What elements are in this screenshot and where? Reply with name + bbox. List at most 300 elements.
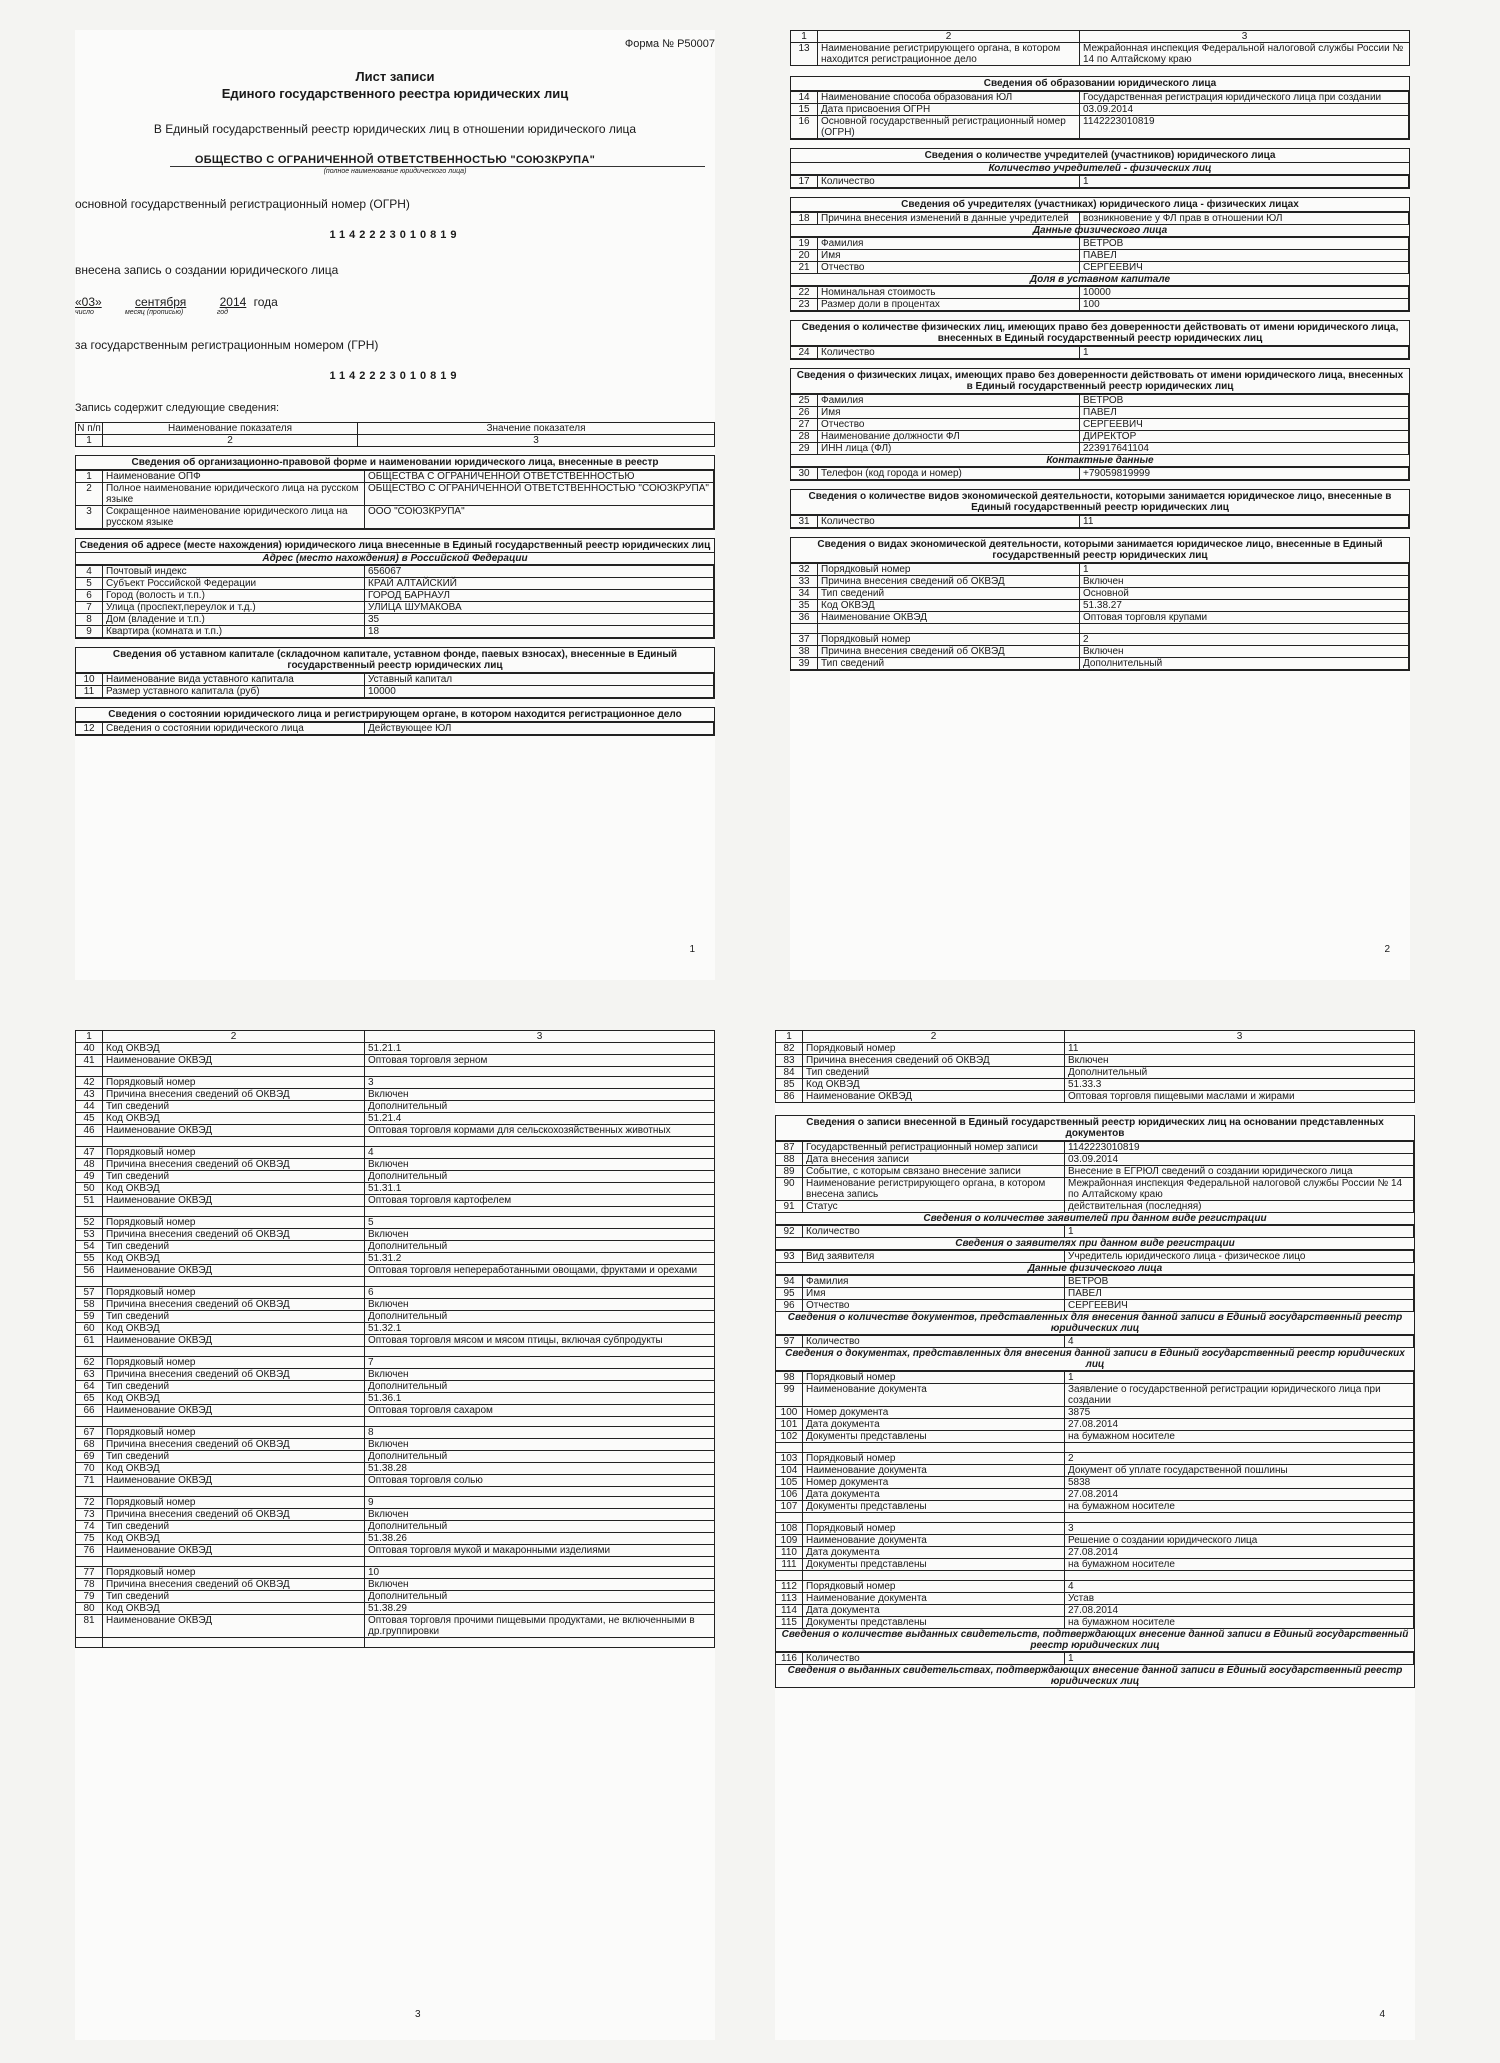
row-number: 70 <box>76 1463 103 1475</box>
row-label: Наименование ОКВЭД <box>103 1615 365 1638</box>
row-label: Номинальная стоимость <box>818 287 1080 299</box>
row-label: Сведения о состоянии юридического лица <box>103 723 365 735</box>
row-label <box>103 1417 365 1427</box>
table-row <box>76 1195 715 1207</box>
table-row <box>76 1077 715 1089</box>
row-number: 102 <box>776 1431 803 1443</box>
page2-sections <box>790 76 1410 671</box>
row-label: Телефон (код города и номер) <box>818 468 1080 480</box>
page-number: 1 <box>689 944 695 955</box>
grn-label: за государственным регистрационным номером (ГРН) <box>75 338 379 352</box>
row-number: 43 <box>76 1089 103 1101</box>
record-rows <box>776 1142 1414 1213</box>
table-row <box>776 1489 1414 1501</box>
section-subtitle: Данные физического лица <box>791 225 1409 237</box>
table-row <box>776 1226 1414 1238</box>
row-label: Дом (владение и т.п.) <box>103 614 365 626</box>
table-row <box>776 1336 1414 1348</box>
row-value <box>365 1277 715 1287</box>
table-row <box>76 1125 715 1137</box>
row-label: Код ОКВЭД <box>803 1079 1065 1091</box>
table-row <box>791 262 1409 274</box>
row-label: Порядковый номер <box>103 1427 365 1439</box>
certs-title: Сведения о выданных свидетельствах, подтверждающих внесение данной записи в Единый государственный реестр юридических лиц <box>787 1665 1403 1687</box>
row-number: 95 <box>776 1288 803 1300</box>
table-row <box>776 1142 1414 1154</box>
col-index-2: 2 <box>803 1031 1065 1043</box>
table-row <box>76 1323 715 1335</box>
table-row <box>776 1166 1414 1178</box>
row-label: Фамилия <box>818 238 1080 250</box>
table-row <box>76 506 714 529</box>
row-number: 110 <box>776 1547 803 1559</box>
table-row <box>776 1178 1414 1201</box>
row-value: 10 <box>365 1567 715 1579</box>
row-label: Наименование регистрирующего органа, в котором внесена запись <box>803 1178 1065 1201</box>
row-value: 51.38.28 <box>365 1463 715 1475</box>
row-number: 45 <box>76 1113 103 1125</box>
table-row <box>776 1372 1414 1384</box>
table-row <box>776 1513 1414 1523</box>
col-index-3: 3 <box>1065 1031 1415 1043</box>
row-value: Заявление о государственной регистрации юридического лица при создании <box>1065 1384 1414 1407</box>
row-value: 2 <box>1080 634 1409 646</box>
col-index-2: 2 <box>103 435 358 447</box>
row-label: Отчество <box>818 262 1080 274</box>
row-label: Наименование ОКВЭД <box>103 1125 365 1137</box>
row-number <box>791 624 818 634</box>
row-number <box>76 1557 103 1567</box>
row-number: 103 <box>776 1453 803 1465</box>
row-number: 84 <box>776 1067 803 1079</box>
row-number: 21 <box>791 262 818 274</box>
row-value: 5838 <box>1065 1477 1414 1489</box>
table-row <box>76 578 714 590</box>
row-value: 51.36.1 <box>365 1393 715 1405</box>
row-label: Тип сведений <box>103 1171 365 1183</box>
row-value: 11 <box>1080 516 1409 528</box>
table-row <box>76 1335 715 1347</box>
row-label: Имя <box>803 1288 1065 1300</box>
row-number: 82 <box>776 1043 803 1055</box>
table-row <box>776 1523 1414 1535</box>
row-number: 55 <box>76 1253 103 1265</box>
row-label: Порядковый номер <box>803 1453 1065 1465</box>
row-value <box>365 1137 715 1147</box>
row-label: ИНН лица (ФЛ) <box>818 443 1080 455</box>
row-number <box>76 1638 103 1648</box>
row-number <box>76 1207 103 1217</box>
table-row <box>76 626 714 638</box>
row-number: 17 <box>791 176 818 188</box>
row-number: 109 <box>776 1535 803 1547</box>
row-label: Наименование вида уставного капитала <box>103 674 365 686</box>
row-value: Дополнительный <box>365 1241 715 1253</box>
row-value: Документ об уплате государственной пошлины <box>1065 1465 1414 1477</box>
row-label: Сокращенное наименование юридического лица на русском языке <box>103 506 365 529</box>
row-value: ВЕТРОВ <box>1080 395 1409 407</box>
table-row <box>776 1477 1414 1489</box>
table-row <box>776 1453 1414 1465</box>
table-row <box>76 1591 715 1603</box>
row-number: 68 <box>76 1439 103 1451</box>
row-label: Количество <box>803 1336 1065 1348</box>
table-row <box>776 1571 1414 1581</box>
table-row <box>76 1509 715 1521</box>
docs-count-table <box>776 1335 1414 1348</box>
row-value: возникновение у ФЛ прав в отношении ЮЛ <box>1080 213 1409 225</box>
row-label: Порядковый номер <box>103 1077 365 1089</box>
table-row <box>776 1384 1414 1407</box>
row-number: 67 <box>76 1427 103 1439</box>
row-value: Оптовая торговля пищевыми маслами и жирами <box>1065 1091 1415 1103</box>
row-value: СЕРГЕЕВИЧ <box>1065 1300 1414 1312</box>
row-label: Причина внесения сведений об ОКВЭД <box>818 576 1080 588</box>
row-value: 51.31.2 <box>365 1253 715 1265</box>
row-number: 15 <box>791 104 818 116</box>
table-row <box>76 1299 715 1311</box>
row-number: 24 <box>791 347 818 359</box>
org-name-underline <box>170 166 705 167</box>
row-number <box>76 1347 103 1357</box>
row-label: Порядковый номер <box>803 1372 1065 1384</box>
page3-rows <box>76 1043 715 1648</box>
row-value <box>1065 1571 1414 1581</box>
row-label: Наименование ОКВЭД <box>103 1545 365 1557</box>
page-number: 2 <box>1384 944 1390 955</box>
row-value: СЕРГЕЕВИЧ <box>1080 262 1409 274</box>
certs-count-rows <box>776 1653 1414 1665</box>
row-label: Фамилия <box>803 1276 1065 1288</box>
table-row <box>791 287 1409 299</box>
row-value: 1 <box>1065 1226 1414 1238</box>
row-value: 18 <box>365 626 714 638</box>
caption-month: месяц (прописью) <box>124 309 184 316</box>
table-row <box>76 1567 715 1579</box>
row-value: Дополнительный <box>365 1381 715 1393</box>
table-row <box>776 1593 1414 1605</box>
row-label: Субъект Российской Федерации <box>103 578 365 590</box>
row-value: +79059819999 <box>1080 468 1409 480</box>
col-name-header: Наименование показателя <box>103 423 358 435</box>
row-label: Причина внесения сведений об ОКВЭД <box>103 1509 365 1521</box>
row-number: 53 <box>76 1229 103 1241</box>
row-number: 50 <box>76 1183 103 1195</box>
row-value: Устав <box>1065 1593 1414 1605</box>
row-label: Причина внесения сведений об ОКВЭД <box>103 1579 365 1591</box>
section-subtitle: Количество учредителей - физических лиц <box>791 163 1409 175</box>
row-value: ГОРОД БАРНАУЛ <box>365 590 714 602</box>
table-row <box>791 646 1409 658</box>
date-month: сентября <box>135 295 187 309</box>
section-title: Сведения о состоянии юридического лица и регистрирующем органе, в котором находится регистрационное дело <box>76 708 714 722</box>
row-number: 92 <box>776 1226 803 1238</box>
row-label: Порядковый номер <box>103 1357 365 1369</box>
row-label <box>103 1638 365 1648</box>
sheet-page-3 <box>75 1030 715 2040</box>
row-value: 656067 <box>365 566 714 578</box>
row-number: 4 <box>76 566 103 578</box>
table-row <box>76 1557 715 1567</box>
table-row <box>791 347 1409 359</box>
row-number: 60 <box>76 1323 103 1335</box>
section-subtitle: Адрес (место нахождения) в Российской Федерации <box>76 553 714 565</box>
table-row <box>776 1559 1414 1571</box>
row-value: 51.38.27 <box>1080 600 1409 612</box>
table-row <box>776 1605 1414 1617</box>
row-label: Фамилия <box>818 395 1080 407</box>
row-value: 1 <box>1080 564 1409 576</box>
row-label: Отчество <box>803 1300 1065 1312</box>
row-label: Событие, с которым связано внесение записи <box>803 1166 1065 1178</box>
row-label: Наименование документа <box>803 1465 1065 1477</box>
row-number: 71 <box>76 1475 103 1487</box>
row-number: 112 <box>776 1581 803 1593</box>
row-label: Дата документа <box>803 1489 1065 1501</box>
table-row <box>791 468 1409 480</box>
section-title: Сведения о количестве физических лиц, имеющих право без доверенности действовать от имени юридического лица, внесенных в Единый государственный реестр юридических лиц <box>791 321 1409 346</box>
row-number: 105 <box>776 1477 803 1489</box>
row-value: ООО "СОЮЗКРУПА" <box>365 506 714 529</box>
table-row <box>791 612 1409 624</box>
table-row <box>76 1171 715 1183</box>
date-captions <box>75 309 715 316</box>
row-value: 51.38.29 <box>365 1603 715 1615</box>
row-value: Оптовая торговля картофелем <box>365 1195 715 1207</box>
row-label <box>818 624 1080 634</box>
table-row <box>76 1043 715 1055</box>
info-section <box>790 76 1410 140</box>
col-value-header: Значение показателя <box>358 423 715 435</box>
table-row <box>776 1201 1414 1213</box>
section-title: Сведения об уставном капитале (складочном капитале, уставном фонде, паевых взносах), внесенные в Единый государственный реестр юридических лиц <box>76 648 714 673</box>
table-row <box>76 1347 715 1357</box>
section-table <box>76 722 714 735</box>
table-row <box>776 1581 1414 1593</box>
row-number: 59 <box>76 1311 103 1323</box>
table-row <box>776 1419 1414 1431</box>
caption-day: число <box>75 309 94 316</box>
table-row <box>791 431 1409 443</box>
row-number: 36 <box>791 612 818 624</box>
row-value: ПАВЕЛ <box>1065 1288 1414 1300</box>
row-number <box>776 1513 803 1523</box>
table-row <box>776 1443 1414 1453</box>
row-number: 14 <box>791 92 818 104</box>
row-label: Количество <box>818 516 1080 528</box>
row-value <box>365 1487 715 1497</box>
table-row <box>76 590 714 602</box>
page-number: 3 <box>415 2009 421 2020</box>
row-value: Решение о создании юридического лица <box>1065 1535 1414 1547</box>
row-number: 29 <box>791 443 818 455</box>
table-row <box>776 1251 1414 1263</box>
row-value: 51.32.1 <box>365 1323 715 1335</box>
row-number: 85 <box>776 1079 803 1091</box>
section-table <box>76 565 714 638</box>
row-value: 223917641104 <box>1080 443 1409 455</box>
row-value: на бумажном носителе <box>1065 1501 1414 1513</box>
row-label: Наименование ОКВЭД <box>103 1335 365 1347</box>
row-number: 104 <box>776 1465 803 1477</box>
row-label <box>803 1513 1065 1523</box>
table-row <box>776 1276 1414 1288</box>
row-label: Имя <box>818 407 1080 419</box>
row-value: Включен <box>365 1509 715 1521</box>
row-label: Причина внесения сведений об ОКВЭД <box>818 646 1080 658</box>
row-number: 57 <box>76 1287 103 1299</box>
row-value <box>1080 624 1409 634</box>
row-label: Размер уставного капитала (руб) <box>103 686 365 698</box>
col-index-2: 2 <box>103 1031 365 1043</box>
section-table <box>791 175 1409 188</box>
table-row <box>76 1183 715 1195</box>
row-value: 3875 <box>1065 1407 1414 1419</box>
row-value <box>365 1417 715 1427</box>
row-number: 65 <box>76 1393 103 1405</box>
table-row <box>791 564 1409 576</box>
applicants-title: Сведения о заявителях при данном виде регистрации <box>776 1238 1414 1250</box>
section-title: Сведения об образовании юридического лица <box>791 77 1409 91</box>
row-number: 94 <box>776 1276 803 1288</box>
row-value: 4 <box>365 1147 715 1159</box>
info-section <box>75 707 715 736</box>
table-row <box>791 624 1409 634</box>
row-label: Тип сведений <box>103 1381 365 1393</box>
table-row <box>76 1089 715 1101</box>
row-value: Оптовая торговля прочими пищевыми продуктами, не включенными в др.группировки <box>365 1615 715 1638</box>
row-number: 58 <box>76 1299 103 1311</box>
applicants-count-rows <box>776 1226 1414 1238</box>
org-full-name: ОБЩЕСТВО С ОГРАНИЧЕННОЙ ОТВЕТСТВЕННОСТЬЮ "СОЮЗКРУПА" <box>194 154 596 166</box>
row-value: Включен <box>365 1439 715 1451</box>
row-label <box>803 1571 1065 1581</box>
col-index-3: 3 <box>358 435 715 447</box>
table-row <box>76 1055 715 1067</box>
table-row <box>76 1545 715 1557</box>
table-row <box>791 588 1409 600</box>
row-number: 41 <box>76 1055 103 1067</box>
person-table <box>776 1275 1414 1312</box>
row-label: Тип сведений <box>818 658 1080 670</box>
row-number: 23 <box>791 299 818 311</box>
table-row <box>76 1229 715 1241</box>
section-subtitle: Контактные данные <box>791 455 1409 467</box>
table-row <box>76 1369 715 1381</box>
table-row <box>76 1463 715 1475</box>
section-title: Сведения об учредителях (участниках) юридического лица - физических лицах <box>791 198 1409 212</box>
row-value <box>365 1557 715 1567</box>
info-section <box>790 148 1410 189</box>
row-number: 20 <box>791 250 818 262</box>
info-section <box>75 455 715 530</box>
table-row <box>76 1497 715 1509</box>
table-row <box>776 1465 1414 1477</box>
row-number: 78 <box>76 1579 103 1591</box>
info-section <box>790 197 1410 312</box>
row-label: Полное наименование юридического лица на русском языке <box>103 483 365 506</box>
row-label <box>103 1487 365 1497</box>
row-label <box>803 1443 1065 1453</box>
table-row <box>76 1521 715 1533</box>
row-number <box>776 1571 803 1581</box>
row-label: Город (волость и т.п.) <box>103 590 365 602</box>
row-value: 51.33.3 <box>1065 1079 1415 1091</box>
row-number: 6 <box>76 590 103 602</box>
row-value: Оптовая торговля зерном <box>365 1055 715 1067</box>
docs-rows <box>776 1372 1414 1629</box>
row-number <box>76 1067 103 1077</box>
table-row <box>776 1154 1414 1166</box>
page4-top-table <box>775 1030 1415 1103</box>
table-row <box>76 1241 715 1253</box>
row-number: 2 <box>76 483 103 506</box>
row-number: 12 <box>76 723 103 735</box>
record-table <box>776 1141 1414 1213</box>
docs-title: Сведения о документах, представленных для внесения данной записи в Единый государственный реестр юридических лиц <box>776 1348 1414 1371</box>
section-table <box>791 346 1409 359</box>
row-label: Размер доли в процентах <box>818 299 1080 311</box>
row-number: 99 <box>776 1384 803 1407</box>
table-row <box>791 576 1409 588</box>
docs-count-title: Сведения о количестве документов, представленных для внесения данной записи в Единый государственный реестр юридических лиц <box>776 1312 1414 1335</box>
section-table <box>791 286 1409 311</box>
table-row <box>791 299 1409 311</box>
row-label: Дата документа <box>803 1605 1065 1617</box>
row-number: 115 <box>776 1617 803 1629</box>
row-label: Код ОКВЭД <box>103 1463 365 1475</box>
table-row <box>76 1638 715 1648</box>
certs-count-title: Сведения о количестве выданных свидетельств, подтверждающих внесение данной записи в Единый государственный реестр юридических лиц <box>776 1629 1414 1652</box>
row-label: Количество <box>818 347 1080 359</box>
section-title: Сведения о количестве видов экономической деятельности, которыми занимается юридическое лицо, внесенные в Единый государственный реестр юридических лиц <box>791 490 1409 515</box>
row-value <box>365 1638 715 1648</box>
row-value: Включен <box>365 1229 715 1241</box>
row-label <box>103 1347 365 1357</box>
page1-sections <box>75 455 715 736</box>
row-value: на бумажном носителе <box>1065 1617 1414 1629</box>
row-value: ПАВЕЛ <box>1080 250 1409 262</box>
row-value: Межрайонная инспекция Федеральной налоговой службы России № 14 по Алтайскому краю <box>1080 43 1410 66</box>
row-value: 11 <box>1065 1043 1415 1055</box>
row-label: Код ОКВЭД <box>103 1393 365 1405</box>
row-value: 10000 <box>365 686 714 698</box>
table-row <box>76 1451 715 1463</box>
row-number: 7 <box>76 602 103 614</box>
page-number: 4 <box>1379 2009 1385 2020</box>
row-label: Тип сведений <box>103 1311 365 1323</box>
row-number: 27 <box>791 419 818 431</box>
row-label: Наименование ОКВЭД <box>103 1055 365 1067</box>
date-year-suffix: года <box>253 295 278 309</box>
row-number <box>76 1277 103 1287</box>
table-row <box>791 116 1409 139</box>
table-row <box>76 1217 715 1229</box>
row-value: Дополнительный <box>365 1311 715 1323</box>
row-label: Наименование регистрирующего органа, в котором находится регистрационное дело <box>818 43 1080 66</box>
row-number: 1 <box>76 471 103 483</box>
row-number: 51 <box>76 1195 103 1207</box>
table-row <box>76 1417 715 1427</box>
row-label <box>103 1557 365 1567</box>
table-row <box>791 419 1409 431</box>
row-value: 9 <box>365 1497 715 1509</box>
applicants-table <box>776 1250 1414 1263</box>
col-index-2: 2 <box>818 31 1080 43</box>
row-label: Наименование документа <box>803 1593 1065 1605</box>
row-value <box>365 1067 715 1077</box>
table-row <box>776 1288 1414 1300</box>
